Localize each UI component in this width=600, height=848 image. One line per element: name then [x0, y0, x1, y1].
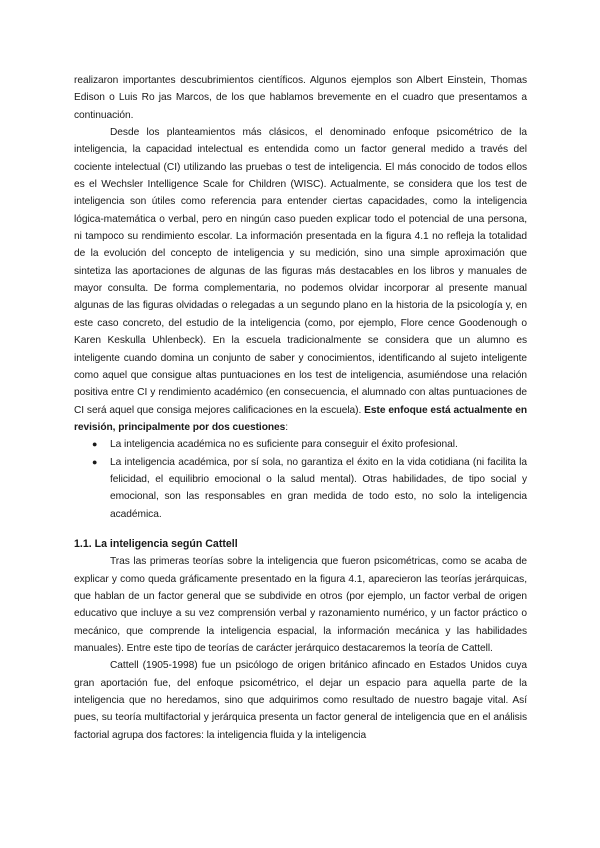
list-item-text: La inteligencia académica, por sí sola, no garantiza el éxito en la vida cotidiana (ni facilita la felicidad, el equilibrio emocional o la salud mental). Otras habilidades, de tipo social y emocional, son las responsables en gran medida de todo esto, no solo la inteligencia académica. — [110, 456, 527, 520]
paragraph-cattell: Cattell (1905-1998) fue un psicólogo de origen británico afincado en Estados Unidos cuya gran aportación fue, del enfoque psicométrico, el dejar un espacio para aquella parte de la inteligencia que no heredamos, sino que adquirimos como resultado de nuestro bagaje vital. Así pues, su teoría multifactorial y jerárquica presenta un factor general de inteligencia que en el análisis factorial agrupa dos factores: la inteligencia fluida y la inteligencia — [74, 660, 527, 741]
section-heading: 1.1. La inteligencia según Cattell — [74, 537, 238, 550]
paragraph-psychometric-end: : — [285, 421, 289, 433]
bullet-icon: ● — [92, 439, 98, 450]
paragraph-psychometric — [74, 124, 527, 436]
list-item — [92, 454, 527, 523]
list-item-text: La inteligencia académica no es suficiente para conseguir el éxito profesional. — [110, 439, 458, 451]
list-item — [92, 436, 527, 453]
bullet-icon: ● — [92, 456, 98, 467]
bullet-list — [74, 436, 527, 523]
paragraph-hierarchical: Tras las primeras teorías sobre la inteligencia que fueron psicométricas, como se acaba de explicar y como queda gráficamente presentado en la figura 4.1, aparecieron las teorías jerárquicas, que hablan de un factor general que se subdivide en otros (por ejemplo, un factor verbal de origen educativo que incluye a su vez comprensión verbal y razonamiento numérico, y un factor práctico o mecánico, que comprende la inteligencia espacial, la información mecánica y las habilidades manuales). Entre este tipo de teorías de carácter jerárquico destacaremos la teoría de Cattell. — [74, 556, 527, 654]
paragraph-intro: realizaron importantes descubrimientos científicos. Algunos ejemplos son Albert Einstein, Thomas Edison o Luis Ro jas Marcos, de los que hablamos brevemente en el cuadro que presentamos a continuación. — [74, 75, 527, 121]
paragraph-psychometric-bold: Este enfoque está actualmente en revisión, principalmente por dos cuestiones — [74, 404, 527, 433]
paragraph-psychometric-text: Desde los planteamientos más clásicos, el denominado enfoque psicométrico de la inteligencia, la capacidad intelectual es entendida como un factor general medido a través del cociente intelectual (CI) utilizando las pruebas o test de inteligencia. El más conocido de todos ellos es el Wechsler Intelligence Scale for Children (WISC). Actualmente, se considera que los test de inteligencia son útiles como referencia para entender ciertas capacidades, como la inteligencia lógica-matemática o verbal, pero en ningún caso pueden explicar todo el potencial de una persona, ni tampoco su rendimiento escolar. La información presentada en la figura 4.1 no refleja la totalidad de la evolución del concepto de inteligencia y su medición, sino una simple aproximación que sintetiza las aportaciones de algunas de las figuras más destacables en los libros y manuales de mayor consulta. De forma complementaria, no podemos olvidar incorporar al presente manual algunas de las figuras olvidadas o relegadas a un segundo plano en la historia de la psicología y, en este caso concreto, del estudio de la inteligencia (como, por ejemplo, Flore cence Goodenough o Karen Keskulla Uhlenbeck). En la escuela tradicionalmente se considera que un alumno es inteligente cuando domina un conjunto de saber y conocimientos, identificando al sujeto inteligente como aquel que consigue altas puntuaciones en los test de inteligencia, asumiéndose una relación positiva entre CI y rendimiento académico (en consecuencia, el alumnado con altas puntuaciones de CI será aquel que consiga mejores calificaciones en la escuela). — [74, 127, 527, 416]
